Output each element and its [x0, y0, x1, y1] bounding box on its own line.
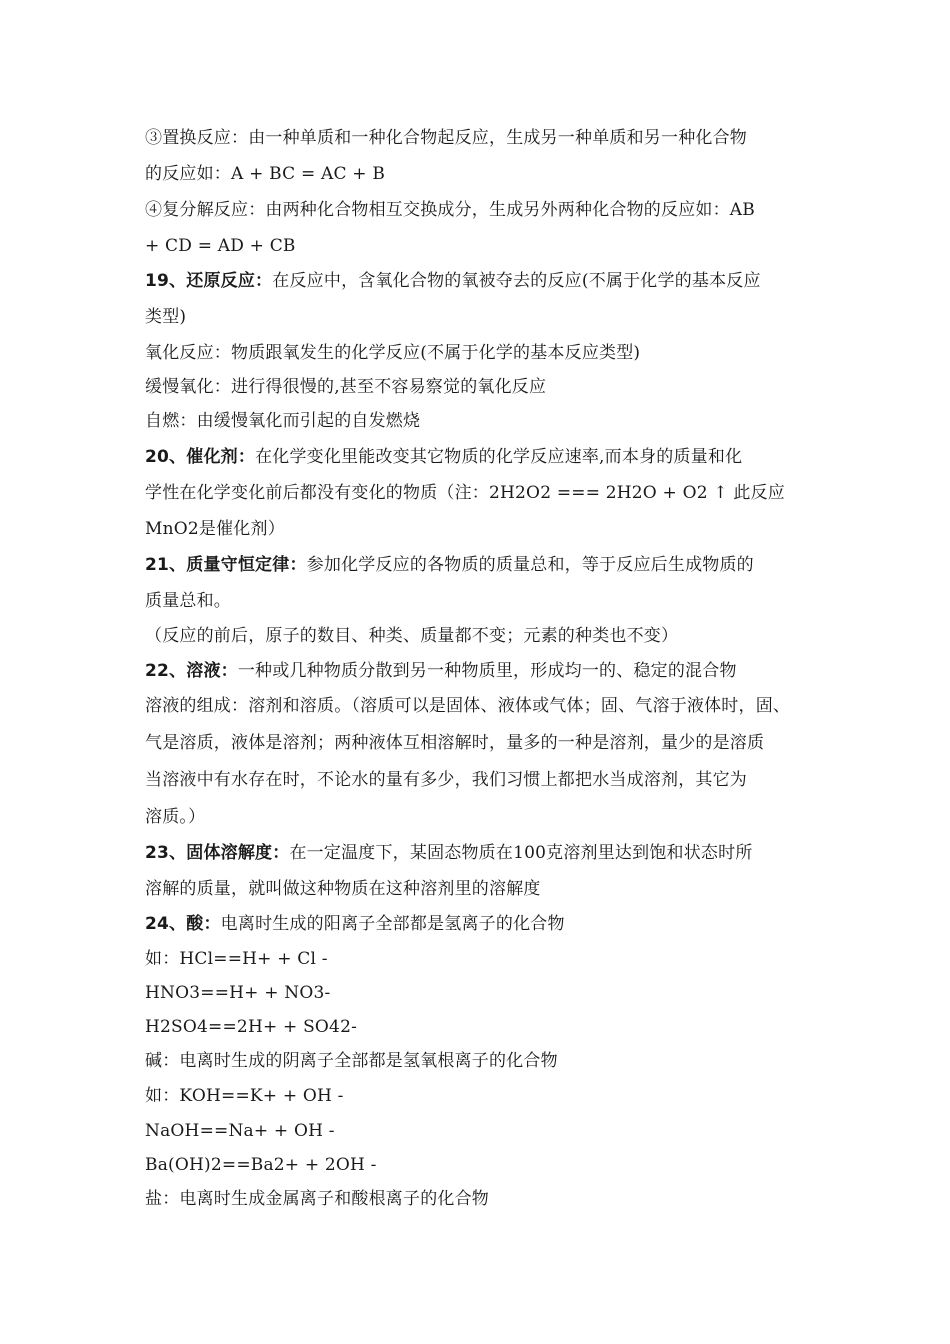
text-line: + CD = AD + CB — [145, 236, 296, 256]
term-heading: 21、质量守恒定律： — [145, 555, 307, 575]
definition-21: 21、质量守恒定律：参加化学反应的各物质的质量总和，等于反应后生成物质的 — [145, 555, 754, 575]
term-heading: 20、催化剂： — [145, 447, 256, 467]
text-line: 当溶液中有水存在时，不论水的量有多少，我们习惯上都把水当成溶剂，其它为 — [145, 770, 747, 790]
term-heading: 22、溶液： — [145, 661, 238, 681]
text-line: 溶液的组成：溶剂和溶质。（溶质可以是固体、液体或气体；固、气溶于液体时，固、 — [145, 696, 791, 716]
definition-24: 24、酸：电离时生成的阳离子全部都是氢离子的化合物 — [145, 914, 565, 934]
text-line: 质量总和。 — [145, 591, 231, 611]
text-line: 的反应如：A + BC = AC + B — [145, 164, 386, 184]
equation-line: HNO3==H+ + NO3- — [145, 983, 331, 1003]
text-line: 气是溶质，液体是溶剂；两种液体互相溶解时，量多的一种是溶剂，量少的是溶质 — [145, 733, 765, 753]
term-heading: 23、固体溶解度： — [145, 843, 290, 863]
text-line: 溶质。） — [145, 807, 206, 827]
equation-line: H2SO4==2H+ + SO42- — [145, 1017, 358, 1037]
text-line: 碱：电离时生成的阴离子全部都是氢氧根离子的化合物 — [145, 1051, 558, 1071]
definition-22: 22、溶液：一种或几种物质分散到另一种物质里，形成均一的、稳定的混合物 — [145, 661, 737, 681]
equation-line: 如：KOH==K+ + OH - — [145, 1086, 344, 1106]
text-line: 学性在化学变化前后都没有变化的物质（注：2H2O2 === 2H2O + O2 ↑ 此反应 — [145, 483, 785, 503]
text-line: 氧化反应：物质跟氧发生的化学反应(不属于化学的基本反应类型) — [145, 343, 641, 363]
text-line: （反应的前后，原子的数目、种类、质量都不变；元素的种类也不变） — [145, 626, 679, 646]
text-line: 类型) — [145, 307, 187, 327]
text-line: MnO2是催化剂） — [145, 519, 285, 539]
text-line: 溶解的质量，就叫做这种物质在这种溶剂里的溶解度 — [145, 879, 541, 899]
text-line: 自燃：由缓慢氧化而引起的自发燃烧 — [145, 411, 421, 431]
equation-line: Ba(OH)2==Ba2+ + 2OH - — [145, 1155, 377, 1175]
definition-20: 20、催化剂：在化学变化里能改变其它物质的化学反应速率,而本身的质量和化 — [145, 447, 743, 467]
text-line: 缓慢氧化：进行得很慢的,甚至不容易察觉的氧化反应 — [145, 377, 547, 397]
equation-line: 如：HCl==H+ + Cl - — [145, 949, 328, 969]
term-heading: 24、酸： — [145, 914, 221, 934]
text-line: ③置换反应：由一种单质和一种化合物起反应，生成另一种单质和另一种化合物 — [145, 128, 747, 148]
definition-19: 19、还原反应：在反应中，含氧化合物的氧被夺去的反应(不属于化学的基本反应 — [145, 271, 761, 291]
equation-line: NaOH==Na+ + OH - — [145, 1121, 335, 1141]
definition-23: 23、固体溶解度：在一定温度下，某固态物质在100克溶剂里达到饱和状态时所 — [145, 843, 753, 863]
term-heading: 19、还原反应： — [145, 271, 273, 291]
text-line: ④复分解反应：由两种化合物相互交换成分，生成另外两种化合物的反应如：AB — [145, 200, 755, 220]
text-line: 盐：电离时生成金属离子和酸根离子的化合物 — [145, 1189, 489, 1209]
